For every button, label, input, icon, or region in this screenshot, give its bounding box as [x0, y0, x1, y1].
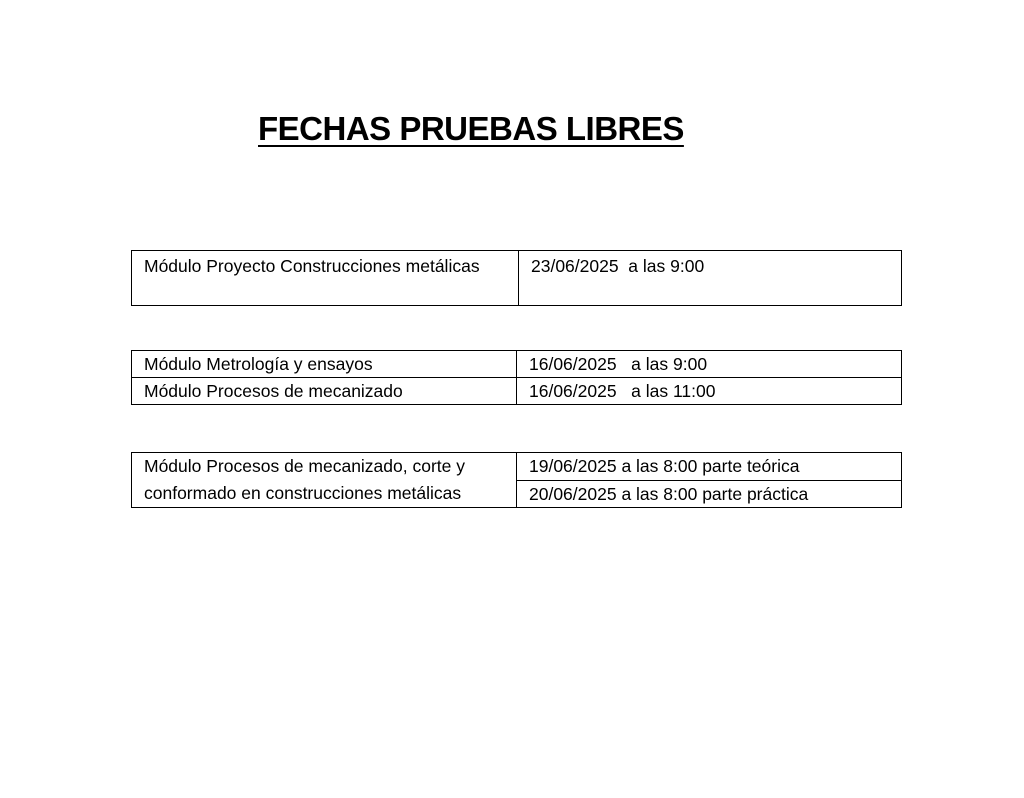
date-cell: 16/06/2025 a las 11:00 [517, 378, 902, 405]
table-row [132, 378, 902, 405]
module-cell: Módulo Procesos de mecanizado, corte y conformado en construcciones metálicas [132, 453, 517, 508]
schedule-table-proyecto [131, 250, 902, 306]
date-cell: 19/06/2025 a las 8:00 parte teórica [517, 453, 902, 481]
table-row [132, 251, 902, 306]
table-row [132, 453, 902, 481]
schedule-table-procesos-corte [131, 452, 902, 508]
table-row [132, 351, 902, 378]
date-cell: 20/06/2025 a las 8:00 parte práctica [517, 480, 902, 508]
date-cell: 16/06/2025 a las 9:00 [517, 351, 902, 378]
module-cell: Módulo Proyecto Construcciones metálicas [132, 251, 519, 306]
module-cell: Módulo Metrología y ensayos [132, 351, 517, 378]
date-cell: 23/06/2025 a las 9:00 [519, 251, 902, 306]
module-cell: Módulo Procesos de mecanizado [132, 378, 517, 405]
schedule-table-metrologia-mecanizado [131, 350, 902, 405]
page-title: FECHAS PRUEBAS LIBRES [258, 110, 684, 147]
